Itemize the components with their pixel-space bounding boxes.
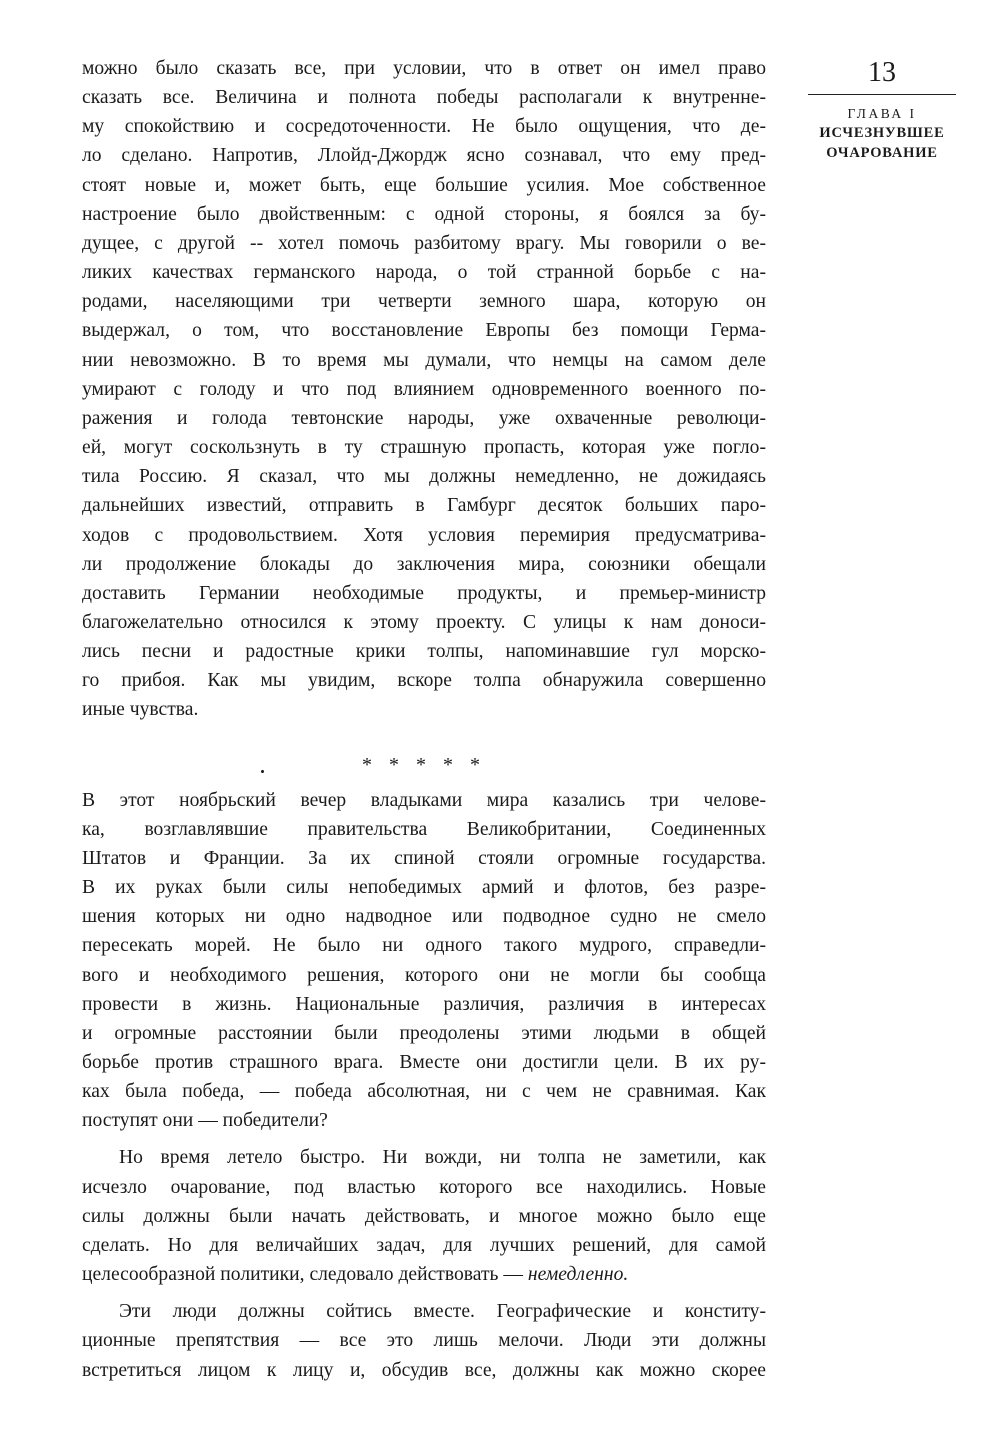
running-header (808, 56, 956, 163)
text-line: силы должны были начать действовать, и многое можно было еще (82, 1205, 766, 1227)
paragraph-2 (82, 786, 766, 1136)
text-line: умирают с голоду и что под влиянием одновременного военного по- (82, 378, 766, 400)
text-line: ли продолжение блокады до заключения мира, союзники обещали (82, 553, 766, 575)
text-line: ликих качествах германского народа, о той странной борьбе с на- (82, 262, 766, 284)
text-line: нии невозможно. В то время мы думали, что немцы на самом деле (82, 349, 766, 371)
text-line: сделать. Но для величайших задач, для лучших решений, для самой (82, 1234, 766, 1256)
text-line: поступят они — победители? (82, 1110, 328, 1132)
paragraph-1 (82, 54, 766, 725)
separator-stars: * * * * * (362, 753, 486, 776)
text-line: В этот ноябрьский вечер владыками мира казались три челове- (82, 789, 766, 811)
text-line: ражения и голода тевтонские народы, уже охваченные революци- (82, 407, 766, 429)
section-separator (82, 748, 766, 782)
chapter-label: ГЛАВА I (847, 106, 917, 121)
text-line: доставить Германии необходимые продукты, и премьер-министр (82, 582, 766, 604)
paragraph-4 (82, 1297, 766, 1384)
text-line: благожелательно относился к этому проекту. С улицы к нам доноси- (82, 611, 766, 633)
page-number: 13 (808, 56, 956, 95)
text-line: провести в жизнь. Национальные различия, различия в интересах (82, 993, 766, 1015)
text-line: ей, могут соскользнуть в ту страшную пропасть, которая уже погло- (82, 437, 766, 459)
text-line: го прибоя. Как мы увидим, вскоре толпа обнаружила совершенно (82, 670, 766, 692)
text-line: ках была победа, — победа абсолютная, ни с чем не сравнимая. Как (82, 1081, 766, 1103)
text-line: борьбе против страшного врага. Вместе они достигли цели. В их ру- (82, 1052, 766, 1073)
text-line: Эти люди должны сойтись вместе. Географические и конститу- (119, 1301, 766, 1323)
text-line: пересекать морей. Не было ни одного такого мудрого, справедли- (82, 935, 766, 957)
text-line: тила Россию. Я сказал, что мы должны немедленно, не дожидаясь (82, 466, 766, 488)
text-line: му спокойствию и сосредоточенности. Не было ощущения, что де- (82, 116, 766, 138)
text-line: ходов с продовольствием. Хотя условия перемирия предусматрива- (82, 524, 766, 546)
text-line: стоят новые и, может быть, еще большие усилия. Мое собственное (82, 174, 766, 196)
text-line: дущее, с другой -- хотел помочь разбитому врагу. Мы говорили о ве- (82, 232, 766, 254)
text-line: и огромные расстоянии были преодолены этими людьми в общей (82, 1022, 766, 1044)
text-line: родами, населяющими три четверти земного шара, которую он (82, 291, 766, 313)
text-line: вого и необходимого решения, которого они не могли бы сообща (82, 964, 766, 986)
stray-dot (261, 770, 264, 773)
text-line: настроение было двойственным: с одной стороны, я боялся за бу- (82, 203, 766, 225)
text-line: выдержал, о том, что восстановление Европы без помощи Герма- (82, 320, 766, 342)
text-line: В их руках были силы непобедимых армий и флотов, без разре- (82, 877, 766, 899)
text-line: ционные препятствия — все это лишь мелочи. Люди эти должны (82, 1330, 766, 1352)
chapter-title-line2: ОЧАРОВАНИЕ (826, 145, 938, 161)
text-line: исчезло очарование, под властью которого все находились. Новые (82, 1176, 766, 1198)
text-line-start: целесообразной политики, следовало действовать — (82, 1264, 528, 1286)
text-line: ка, возглавлявшие правительства Великобритании, Соединенных (82, 818, 766, 840)
text-line: лись песни и радостные крики толпы, напоминавшие гул морско- (82, 641, 766, 663)
text-line: Штатов и Франции. За их спиной стояли огромные государства. (82, 847, 766, 869)
text-line (82, 1260, 766, 1289)
text-line: ло сделано. Напротив, Ллойд-Джордж ясно сознавал, что ему пред- (82, 145, 766, 167)
emphasis-text: немедленно. (527, 1264, 629, 1286)
text-line: встретиться лицом к лицу и, обсудив все, должны как можно скорее (82, 1359, 766, 1381)
text-line: можно было сказать все, при условии, что в ответ он имел право (82, 58, 766, 79)
text-line: сказать все. Величина и полнота победы располагали к внутренне- (82, 87, 766, 109)
paragraph-3 (82, 1143, 766, 1289)
text-line: шения которых ни одно надводное или подводное судно не смело (82, 906, 766, 928)
page-body (82, 54, 766, 1385)
text-line: дальнейших известий, отправить в Гамбург десяток больших паро- (82, 495, 766, 517)
text-line: иные чувства. (82, 699, 199, 721)
chapter-title-line1: ИСЧЕЗНУВШЕЕ (819, 125, 945, 141)
text-line: Но время летело быстро. Ни вожди, ни толпа не заметили, как (119, 1147, 766, 1169)
